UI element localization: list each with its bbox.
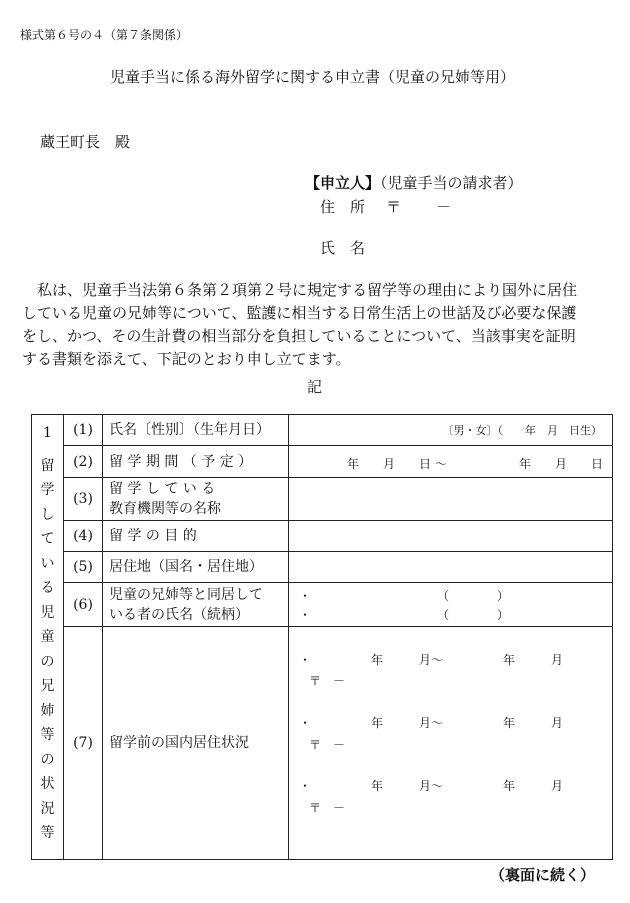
- row-number: (3): [64, 478, 103, 521]
- section-label-char: 兄: [40, 678, 55, 694]
- cohabitant-label-line: いる者の氏名（続柄）: [109, 606, 249, 623]
- application-table: [31, 414, 613, 860]
- period-to: 年 月 日: [519, 457, 604, 471]
- page-title: 児童手当に係る海外留学に関する申立書（児童の兄姉等用）: [110, 68, 516, 86]
- cohabitant-entry: ・ （ ）: [299, 608, 510, 622]
- cohabitant-field[interactable]: [289, 583, 613, 627]
- section-label-char: る: [40, 580, 55, 596]
- statement-paragraph: [22, 279, 577, 371]
- applicant-note: （児童手当の請求者）: [380, 174, 523, 192]
- ki-label: 記: [307, 378, 323, 396]
- institution-field[interactable]: [289, 478, 613, 521]
- section-label-char: 児: [40, 604, 55, 621]
- section-label-char: 学: [40, 482, 55, 498]
- residence-period: ・ 年 月～ 年 月: [299, 779, 564, 793]
- section-label-char: い: [40, 555, 55, 572]
- postal-dash: －: [436, 198, 452, 216]
- section-label-char: て: [40, 531, 55, 547]
- section-label-char: 等: [40, 825, 55, 841]
- residence-field[interactable]: [289, 552, 613, 583]
- applicant-heading: [305, 172, 523, 193]
- row-label-purpose: 留 学 の 目 的: [103, 521, 289, 552]
- continued-note: （裏面に続く）: [490, 866, 596, 884]
- row-label-cohabitant: [103, 583, 289, 627]
- row-number: (5): [64, 552, 103, 583]
- name-label: 氏 名: [320, 239, 366, 257]
- row-number: (6): [64, 583, 103, 627]
- row-label-institution: [103, 478, 289, 521]
- section-label-cell: [32, 415, 64, 860]
- section-label-char: 姉: [40, 702, 55, 719]
- statement-line: をし、かつ、その生計費の相当部分を負担していることについて、当該事実を証明: [22, 327, 576, 345]
- statement-line: する書類を添えて、下記のとおり申し立てます。: [22, 350, 351, 368]
- residence-postal: 〒 －: [309, 738, 346, 752]
- row-number: (7): [64, 627, 103, 860]
- section-label-char: 状: [40, 776, 55, 792]
- institution-label-line: 教育機関等の名称: [109, 501, 221, 517]
- row-number: (2): [64, 446, 103, 478]
- addressee: 蔵王町長 殿: [40, 133, 131, 151]
- residence-postal: 〒 －: [309, 801, 346, 815]
- row-label-name: 氏名〔性別〕（生年月日）: [103, 415, 289, 446]
- section-label-char: し: [40, 506, 55, 523]
- row-number: (4): [64, 521, 103, 552]
- residence-period: ・ 年 月～ 年 月: [299, 716, 564, 730]
- row-label-residence: 居住地（国名・居住地）: [103, 552, 289, 583]
- domestic-residence-field[interactable]: [289, 627, 613, 860]
- study-period-field[interactable]: [289, 446, 613, 478]
- address-label: 住 所: [320, 198, 366, 216]
- statement-line: している児童の兄姉等について、監護に相当する日常生活上の世話及び必要な保護: [22, 304, 577, 322]
- section-label-char: 留: [40, 457, 55, 474]
- cohabitant-entry: ・ （ ）: [299, 589, 510, 603]
- section-label-char: 況: [40, 800, 55, 817]
- institution-label-line: 留 学 し て い る: [109, 481, 216, 497]
- row-number: (1): [64, 415, 103, 446]
- section-label-char: 等: [40, 727, 55, 743]
- section-label-char: の: [40, 653, 55, 670]
- row-label-period: 留 学 期 間 （ 予 定 ）: [103, 446, 289, 478]
- residence-period: ・ 年 月～ 年 月: [299, 653, 564, 667]
- period-from: 年 月 日 ～: [347, 457, 447, 471]
- row-label-domestic-residence: 留学前の国内居住状況: [103, 627, 289, 860]
- residence-postal: 〒 －: [309, 674, 346, 688]
- cohabitant-label-line: 児童の兄姉等と同居して: [109, 586, 263, 603]
- purpose-field[interactable]: [289, 521, 613, 552]
- statement-line: 私は、児童手当法第６条第２項第２号に規定する留学等の理由により国外に居住: [22, 281, 578, 299]
- applicant-bracket: 【申立人】: [305, 174, 381, 192]
- section-label-char: の: [40, 751, 55, 768]
- section-number: 1: [43, 425, 52, 441]
- section-label-char: 童: [40, 629, 55, 645]
- postal-mark: 〒: [386, 198, 402, 216]
- name-gender-birthdate-field[interactable]: 〔男・女〕（ 年 月 日生）: [289, 415, 613, 446]
- form-number: 様式第６号の４（第７条関係）: [20, 28, 189, 42]
